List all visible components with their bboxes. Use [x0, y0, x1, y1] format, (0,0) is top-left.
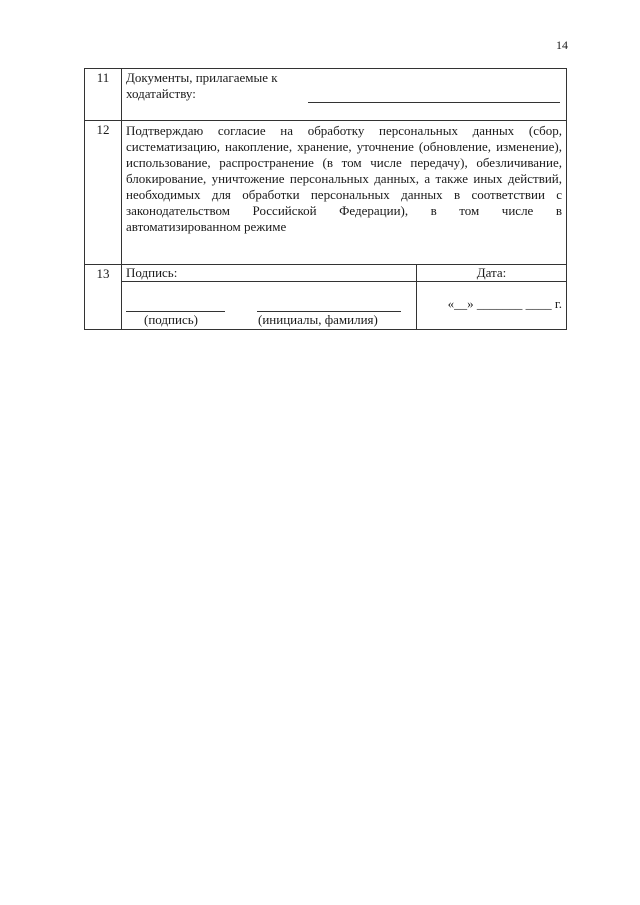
- date-field: [417, 282, 567, 330]
- row-number: 12: [96, 122, 110, 137]
- signature-caption: (подпись): [144, 312, 198, 327]
- signature-label: Подпись:: [122, 265, 417, 282]
- row-number-cell: [85, 265, 122, 330]
- table-row: [85, 265, 567, 282]
- consent-cell: [122, 121, 567, 265]
- attached-documents-blank-line: [308, 102, 560, 103]
- page-number: 14: [556, 38, 568, 52]
- table-row: [85, 69, 567, 121]
- attached-documents-cell: [122, 69, 567, 121]
- table-row: [85, 282, 567, 330]
- row-number-cell: [85, 69, 122, 121]
- date-label: Дата:: [417, 265, 567, 282]
- row-number: 13: [96, 266, 110, 281]
- signature-field: [122, 282, 417, 330]
- row-number: 11: [96, 70, 110, 85]
- date-value: «__» _______ ____ г.: [447, 296, 562, 311]
- application-form-table: [84, 68, 567, 330]
- name-caption: (инициалы, фамилия): [258, 312, 378, 327]
- table-row: [85, 121, 567, 265]
- attached-documents-label: Документы, прилагаемые к ходатайству:: [126, 70, 278, 101]
- row-number-cell: [85, 121, 122, 265]
- consent-text: Подтверждаю согласие на обработку персональных данных (сбор, систематизацию, накопление, хранение, уточнение (обновление, изменение), использование, распространение (в том числе передачу), обезличивание, блокирование, уничтожение персональных данных, а также иных действий, необходимых для обработки персональных данных в соответствии с законодательством Российской Федерации), в том числе в автоматизированном режиме: [126, 123, 562, 234]
